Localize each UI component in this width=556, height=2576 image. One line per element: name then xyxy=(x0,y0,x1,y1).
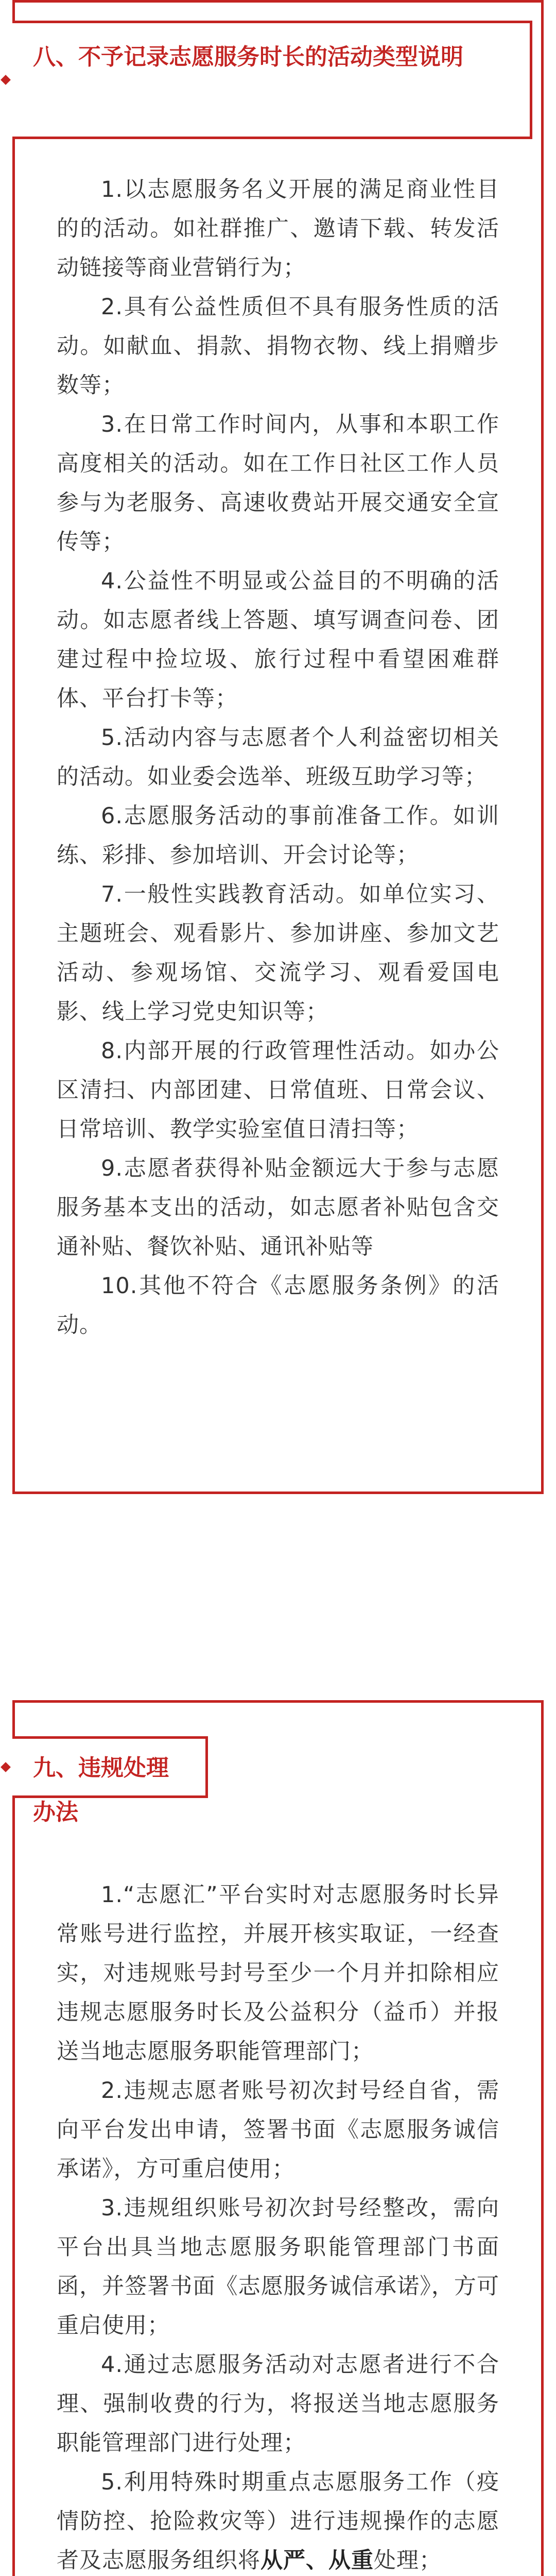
section-8-item: 5.活动内容与志愿者个人利益密切相关的活动。如业委会选举、班级互助学习等； xyxy=(57,725,499,790)
section-8-heading-text: 八、不予记录志愿服务时长的活动类型说明 xyxy=(33,44,463,70)
section-8-item: 3.在日常工作时间内，从事和本职工作高度相关的活动。如在工作日社区工作人员参与为老服务、高速收费站开展交通安全宣传等； xyxy=(57,412,499,555)
section-8-item: 4.公益性不明显或公益目的不明确的活动。如志愿者线上答题、填写调查问卷、团建过程中捡垃圾、旅行过程中看望困难群体、平台打卡等； xyxy=(57,568,499,711)
section-8-item: 7.一般性实践教育活动。如单位实习、主题班会、观看影片、参加讲座、参加文艺活动、参观场馆、交流学习、观看爱国电影、线上学习党史知识等； xyxy=(57,882,499,1025)
section-8-item: 1.以志愿服务名义开展的满足商业性目的的活动。如社群推广、邀请下载、转发活动链接等商业营销行为； xyxy=(57,177,499,281)
section-8-content xyxy=(57,170,499,1345)
section-9-item: 4.通过志愿服务活动对志愿者进行不合理、强制收费的行为，将报送当地志愿服务职能管理部门进行处理； xyxy=(57,2352,499,2456)
frame-top-line xyxy=(12,1700,544,1703)
frame-left-line xyxy=(12,1700,15,2576)
item-5-emphasis: 从严、从重 xyxy=(260,2548,374,2573)
item-5-prefix: 5.利用特殊时期重点志愿服务工作（疫情防控、抢险救灾等）进行违规操作的志愿者及志愿服务组织将 xyxy=(57,2469,499,2573)
item-5-suffix: 处理； xyxy=(374,2548,442,2573)
section-9-item: 2.违规志愿者账号初次封号经自省，需向平台发出申请，签署书面《志愿服务诚信承诺》，方可重启使用； xyxy=(57,2078,499,2182)
section-9-item: 1.“志愿汇”平台实时对志愿服务时长异常账号进行监控，并展开核实取证，一经查实，对违规账号封号至少一个月并扣除相应违规志愿服务时长及公益积分（益币）并报送当地志愿服务职能管理部门； xyxy=(57,1882,499,2064)
section-9-heading xyxy=(12,1736,208,1825)
section-8-heading xyxy=(12,21,532,139)
section-8-item: 2.具有公益性质但不具有服务性质的活动。如献血、捐款、捐物衣物、线上捐赠步数等； xyxy=(57,294,499,398)
section-8-item: 8.内部开展的行政管理性活动。如办公区清扫、内部团建、日常值班、日常会议、日常培训、教学实验室值日清扫等； xyxy=(57,1038,499,1142)
frame-left-line xyxy=(12,0,15,1494)
section-9-item-5 xyxy=(57,2463,499,2576)
section-9-heading-text: 九、违规处理办法 xyxy=(33,1755,169,1825)
section-8-item: 10.其他不符合《志愿服务条例》的活动。 xyxy=(57,1273,499,1338)
section-8-item: 9.志愿者获得补贴金额远大于参与志愿服务基本支出的活动，如志愿者补贴包含交通补贴、餐饮补贴、通讯补贴等 xyxy=(57,1156,499,1260)
frame-top-line xyxy=(12,0,544,3)
section-9-item: 3.违规组织账号初次封号经整改，需向平台出具当地志愿服务职能管理部门书面函，并签署书面《志愿服务诚信承诺》，方可重启使用； xyxy=(57,2195,499,2338)
section-8-item: 6.志愿服务活动的事前准备工作。如训练、彩排、参加培训、开会讨论等； xyxy=(57,803,499,868)
section-9-content xyxy=(57,1875,499,2576)
